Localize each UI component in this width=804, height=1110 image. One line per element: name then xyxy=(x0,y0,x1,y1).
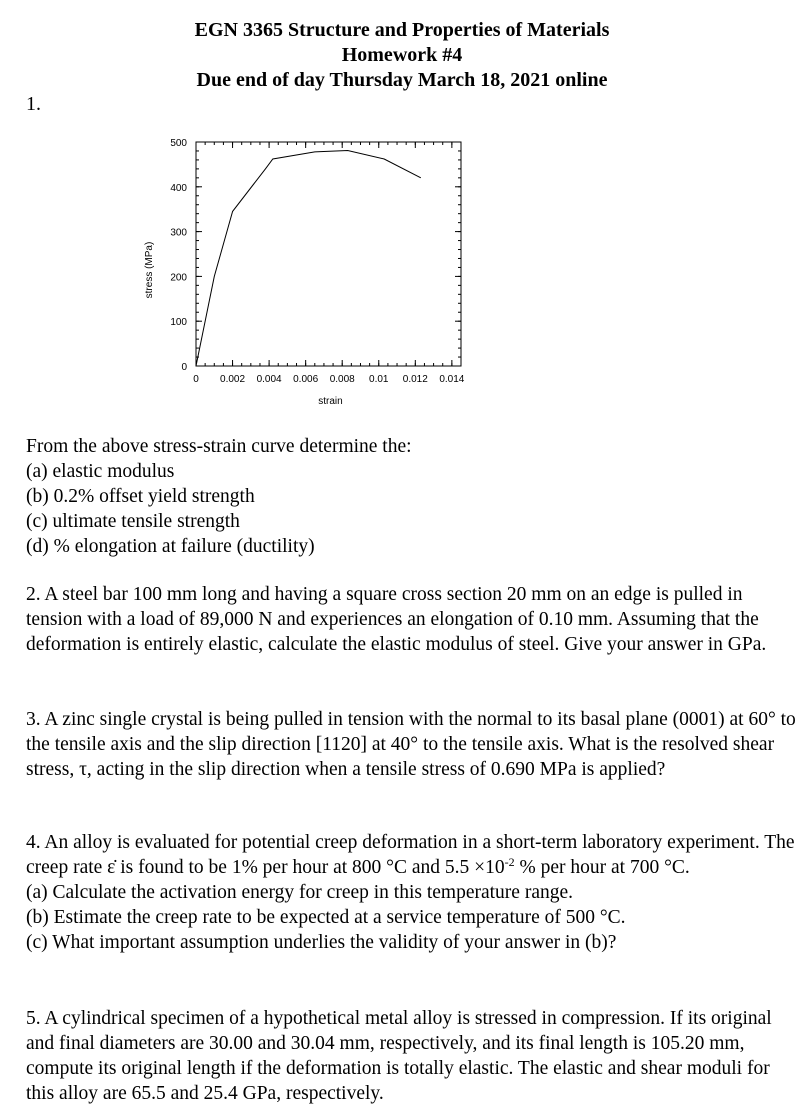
document-header xyxy=(0,18,804,93)
plot-frame xyxy=(196,142,461,366)
homework-title: Homework #4 xyxy=(341,44,463,66)
question-4-part-a: (a) Calculate the activation energy for creep in this temperature range. xyxy=(26,882,574,903)
question-1-part-d: (d) % elongation at failure (ductility) xyxy=(26,536,315,557)
y-tick-label: 100 xyxy=(170,317,187,329)
question-1-intro: From the above stress-strain curve determine the: xyxy=(26,436,412,457)
y-axis-ticks xyxy=(170,138,461,373)
y-axis-label: stress (MPa) xyxy=(144,241,155,299)
question-1-part-b: (b) 0.2% offset yield strength xyxy=(26,486,255,507)
question-3-text: 3. A zinc single crystal is being pulled in tension with the normal to its basal plane (0001) at 60° to the tensile axis and the slip direction [1120] at 40° to the tensile axis. What is the resolved shear stress, τ, acting in the slip direction when a tensile stress of 0.690 MPa is applied? xyxy=(26,709,796,780)
x-axis-ticks xyxy=(193,142,465,385)
question-2-text: 2. A steel bar 100 mm long and having a square cross section 20 mm on an edge is pulled in tension with a load of 89,000 N and experiences an elongation of 0.10 mm. Assuming that the deformation is entirely elastic, calculate the elastic modulus of steel. Give your answer in GPa. xyxy=(26,584,767,655)
question-4-part-b: (b) Estimate the creep rate to be expected at a service temperature of 500 °C. xyxy=(26,907,626,928)
x-tick-label: 0.01 xyxy=(369,374,389,385)
y-tick-label: 200 xyxy=(170,272,187,284)
question-1-number: 1. xyxy=(26,93,41,115)
stress-strain-curve xyxy=(196,151,421,367)
stress-strain-chart xyxy=(0,130,520,420)
question-4 xyxy=(26,830,796,955)
y-tick-label: 0 xyxy=(181,362,187,373)
question-5-text: 5. A cylindrical specimen of a hypothetical metal alloy is stressed in compression. If its original and final diameters are 30.00 and 30.04 mm, respectively, and its final length is 105.20 mm, compute its original length if the deformation is totally elastic. The elastic and shear moduli for this alloy are 65.5 and 25.4 GPa, respectively. xyxy=(26,1008,772,1104)
question-5 xyxy=(26,1006,796,1106)
y-tick-label: 500 xyxy=(170,138,187,149)
x-tick-label: 0.008 xyxy=(329,374,355,385)
x-tick-label: 0.004 xyxy=(256,374,282,385)
question-1-prompt xyxy=(26,434,796,559)
x-tick-label: 0.002 xyxy=(220,374,246,385)
question-3 xyxy=(26,707,796,782)
minor-ticks xyxy=(196,142,461,366)
x-tick-label: 0 xyxy=(193,374,199,385)
question-2 xyxy=(26,582,796,657)
question-4-intro xyxy=(26,830,796,880)
x-tick-label: 0.012 xyxy=(402,374,428,385)
question-4-intro-b: % per hour at 700 °C. xyxy=(514,857,690,878)
due-date: Due end of day Thursday March 18, 2021 online xyxy=(196,69,608,91)
question-4-exponent: -2 xyxy=(504,855,515,869)
x-tick-label: 0.014 xyxy=(439,374,465,385)
y-tick-label: 300 xyxy=(170,227,187,239)
question-4-part-c: (c) What important assumption underlies the validity of your answer in (b)? xyxy=(26,932,617,953)
x-tick-label: 0.006 xyxy=(293,374,319,385)
question-1-part-c: (c) ultimate tensile strength xyxy=(26,511,240,532)
x-axis-label: strain xyxy=(318,396,343,407)
y-tick-label: 400 xyxy=(170,182,187,194)
course-title: EGN 3365 Structure and Properties of Materials xyxy=(194,19,610,41)
question-1-part-a: (a) elastic modulus xyxy=(26,461,175,482)
question-4-intro-a: 4. An alloy is evaluated for potential creep deformation in a short-term laboratory experiment. The creep rate ε̇ is found to be 1% per hour at 800 °C and 5.5 ×10 xyxy=(26,832,795,878)
